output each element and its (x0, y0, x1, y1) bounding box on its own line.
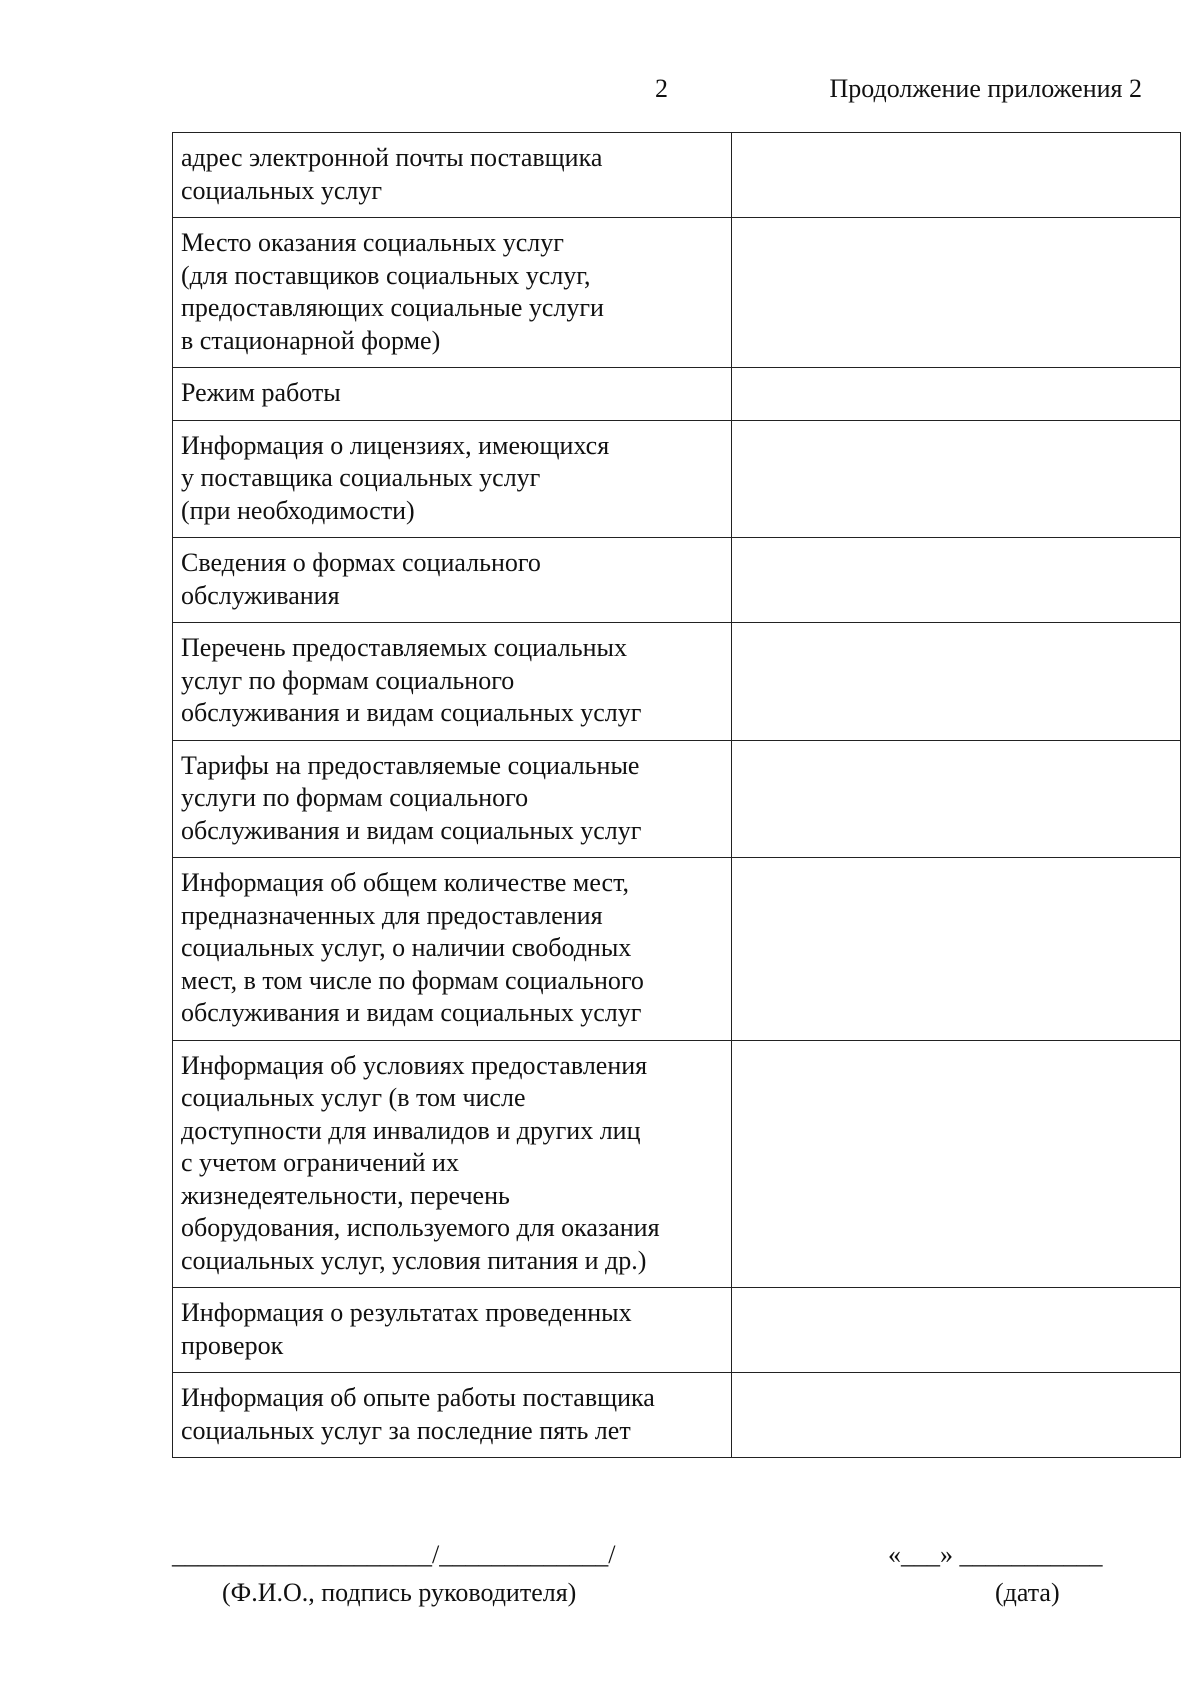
row-value-field[interactable] (732, 538, 1181, 623)
table-row (173, 858, 1181, 1041)
signature-line[interactable]: ____________________/_____________/ (172, 1540, 616, 1569)
row-value-field[interactable] (732, 1373, 1181, 1458)
row-label: Информация об опыте работы поставщика социальных услуг за последние пять лет (173, 1373, 732, 1458)
page-number: 2 (655, 74, 668, 103)
row-value-field[interactable] (732, 740, 1181, 858)
date-line[interactable]: «___» ___________ (888, 1540, 1103, 1569)
table-row (173, 538, 1181, 623)
row-label: Место оказания социальных услуг (для поставщиков социальных услуг, предоставляющих социальные услуги в стационарной форме) (173, 218, 732, 368)
table-row (173, 1373, 1181, 1458)
table-row (173, 623, 1181, 741)
appendix-continuation-label: Продолжение приложения 2 (829, 74, 1142, 103)
row-value-field[interactable] (732, 218, 1181, 368)
row-label: Информация об условиях предоставления социальных услуг (в том числе доступности для инвалидов и других лиц с учетом ограничений их жизнедеятельности, перечень оборудования, используемого для оказания социальных услуг, условия питания и др.) (173, 1040, 732, 1288)
table-row (173, 368, 1181, 421)
row-value-field[interactable] (732, 1288, 1181, 1373)
row-value-field[interactable] (732, 133, 1181, 218)
row-value-field[interactable] (732, 858, 1181, 1041)
row-label: Тарифы на предоставляемые социальные услуги по формам социального обслуживания и видам социальных услуг (173, 740, 732, 858)
table-row (173, 1040, 1181, 1288)
table-row (173, 218, 1181, 368)
row-label: Перечень предоставляемых социальных услуг по формам социального обслуживания и видам социальных услуг (173, 623, 732, 741)
table-row (173, 133, 1181, 218)
row-label: адрес электронной почты поставщика социальных услуг (173, 133, 732, 218)
table-row (173, 1288, 1181, 1373)
row-label: Режим работы (173, 368, 732, 421)
row-value-field[interactable] (732, 623, 1181, 741)
row-label: Сведения о формах социального обслуживания (173, 538, 732, 623)
provider-info-table (172, 132, 1181, 1458)
date-caption: (дата) (995, 1578, 1060, 1607)
row-label: Информация об общем количестве мест, предназначенных для предоставления социальных услуг, о наличии свободных мест, в том числе по формам социального обслуживания и видам социальных услуг (173, 858, 732, 1041)
row-label: Информация о лицензиях, имеющихся у поставщика социальных услуг (при необходимости) (173, 420, 732, 538)
table-row (173, 740, 1181, 858)
table-row (173, 420, 1181, 538)
row-value-field[interactable] (732, 368, 1181, 421)
row-label: Информация о результатах проведенных проверок (173, 1288, 732, 1373)
signature-caption: (Ф.И.О., подпись руководителя) (222, 1578, 577, 1607)
row-value-field[interactable] (732, 1040, 1181, 1288)
row-value-field[interactable] (732, 420, 1181, 538)
